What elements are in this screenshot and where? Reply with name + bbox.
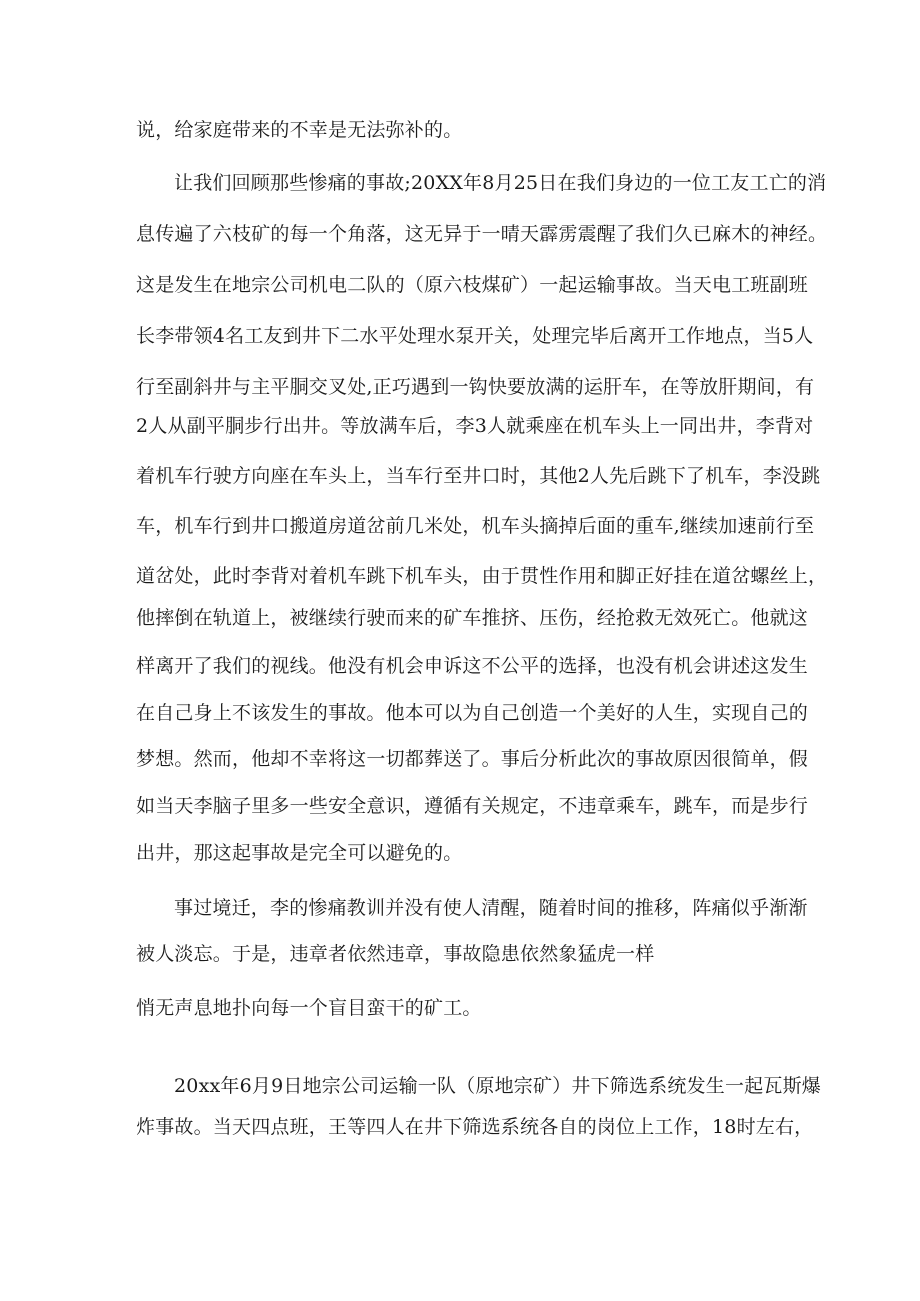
text-line: 他摔倒在轨道上，被继续行驶而来的矿车推挤、压伤，经抢救无效死亡。他就这 [136,607,809,629]
text-line: 事过境迁，李的惨痛教训并没有使人清醒，随着时间的推移，阵痛似乎渐渐 [174,897,808,919]
text-line: 车，机车行到井口搬道房道岔前几米处，机车头摘掉后面的重车,继续加速前行至 [136,515,815,537]
text-line: 20xx年6月9日地宗公司运输一队（原地宗矿）井下筛选系统发生一起瓦斯爆 [174,1075,821,1097]
text-line: 在自己身上不该发生的事故。他本可以为自己创造一个美好的人生，实现自己的 [136,702,809,724]
text-line: 道岔处，此时李背对着机车跳下机车头，由于贯性作用和脚正好挂在道岔螺丝上， [136,565,828,587]
text-line: 悄无声息地扑向每一个盲目蛮干的矿工。 [136,997,482,1019]
text-line: 出井，那这起事故是完全可以避免的。 [136,842,463,864]
text-line: 着机车行驶方向座在车头上，当车行至井口时，其他2人先后跳下了机车，李没跳 [136,465,821,487]
text-line: 如当天李脑子里多一些安全意识，遵循有关规定，不违章乘车，跳车，而是步行 [136,795,809,817]
text-line: 样离开了我们的视线。他没有机会申诉这不公平的选择，也没有机会讲述这发生 [136,655,809,677]
text-line: 说，给家庭带来的不幸是无法弥补的。 [136,119,463,141]
text-line: 梦想。然而，他却不幸将这一切都葬送了。事后分析此次的事故原因很简单，假 [136,748,809,770]
text-line: 2人从副平胴步行出井。等放满车后，李3人就乘座在机车头上一同出井，李背对 [136,415,814,437]
text-line: 这是发生在地宗公司机电二队的（原六枝煤矿）一起运输事故。当天电工班副班 [136,274,809,296]
text-line: 长李带领4名工友到井下二水平处理水泵开关，处理完毕后离开工作地点，当5人 [136,325,814,347]
text-line: 炸事故。当天四点班，王等四人在井下筛选系统各自的岗位上工作，18时左右， [136,1116,814,1138]
text-line: 息传遍了六枝矿的每一个角落，这无异于一晴天霹雳震醒了我们久已麻木的神经。 [136,223,828,245]
text-line: 让我们回顾那些惨痛的事故;20XX年8月25日在我们身边的一位工友工亡的消 [174,172,827,194]
text-line: 被人淡忘。于是，违章者依然违章，事故隐患依然象猛虎一样 [136,943,655,965]
text-line: 行至副斜井与主平胴交叉处,正巧遇到一钩快要放满的运肝车，在等放肝期间，有 [136,376,815,398]
